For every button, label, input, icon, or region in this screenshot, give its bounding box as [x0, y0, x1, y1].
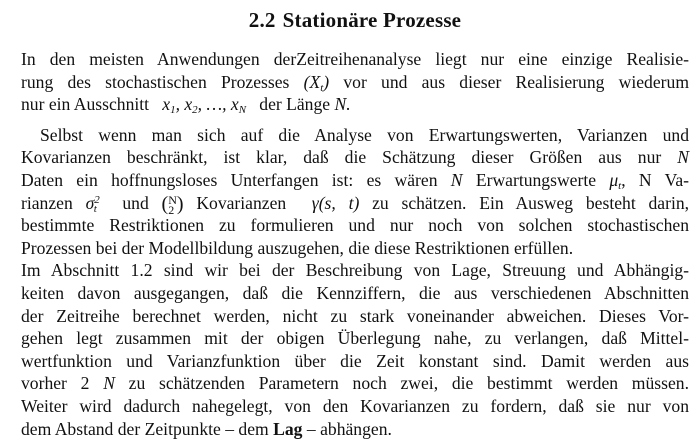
- page: [21, 8, 689, 440]
- text-line: [21, 93, 689, 116]
- text-fragment: der Länge: [259, 94, 330, 114]
- text-line: dem Abstand der Zeitpunkte – dem Lag – abhängen.: [21, 418, 689, 440]
- text-line: der Zeitreihe berechnet werden, nicht zu stark voneinander abweichen. Dieses Vor-: [21, 305, 689, 328]
- text-line: rianzen $\sigma^2_t$ und (N 2 ) Kovarianzen γ(s, t) zu schätzen. Ein Ausweg besteht darin,: [21, 192, 689, 215]
- paragraph-1: [21, 48, 689, 116]
- text-fragment: In den meisten Anwendungen derZeitreihenanalyse liegt nur eine einzige Realisie-: [21, 49, 689, 69]
- text-line: keiten davon ausgegangen, daß die Kennziffern, die aus verschiedenen Abschnitten: [21, 282, 689, 305]
- text-line: [21, 48, 689, 71]
- text-fragment: nur ein Ausschnitt: [21, 94, 149, 114]
- math-sigma: $\sigma^2_t$: [86, 193, 97, 213]
- math-gamma: γ(s, t): [312, 193, 360, 213]
- math-binomial: (N 2 ): [162, 193, 184, 213]
- paragraph-2: [21, 124, 689, 260]
- text-line: wertfunktion und Varianzfunktion über die Zeit konstant sind. Damit werden aus: [21, 350, 689, 373]
- text-line: Im Abschnitt 1.2 sind wir bei der Beschreibung von Lage, Streuung und Abhängig-: [21, 259, 689, 282]
- math-n: N.: [335, 94, 351, 114]
- text-line: Daten ein hoffnungsloses Unterfangen ist: es wären N Erwartungswerte $\mu_t$, N Va-: [21, 169, 689, 192]
- math-process: $(X_t)$: [304, 72, 330, 92]
- section-heading: [21, 8, 689, 32]
- paragraph-3: [21, 259, 689, 440]
- text-line: gehen legt zusammen mit der obigen Überlegung nahe, zu verlangen, daß Mittel-: [21, 327, 689, 350]
- text-line: Prozessen bei der Modellbildung auszugehen, die diese Restriktionen erfüllen.: [21, 237, 689, 260]
- section-number: 2.2: [249, 8, 276, 32]
- text-fragment: rung des stochastischen Prozesses: [21, 72, 289, 92]
- math-mu: $\mu_t$: [609, 170, 621, 190]
- term-lag: Lag: [273, 419, 302, 439]
- text-line: Selbst wenn man sich auf die Analyse von Erwartungswerten, Varianzen und: [21, 124, 689, 147]
- text-line: vorher 2 N zu schätzenden Parametern noch zwei, die bestimmt werden müssen.: [21, 372, 689, 395]
- text-line: Weiter wird dadurch nahegelegt, von den Kovarianzen zu fordern, daß sie nur von: [21, 395, 689, 418]
- text-fragment: vor und aus dieser Realisierung wiederum: [343, 72, 689, 92]
- section-title: Stationäre Prozesse: [283, 8, 462, 32]
- text-line: bestimmte Restriktionen zu formulieren und nur noch von solchen stochastischen: [21, 214, 689, 237]
- text-line: [21, 71, 689, 94]
- math-sample: $x_1$, $x_2$, …, $x_N$: [162, 94, 246, 114]
- text-line: Kovarianzen beschränkt, ist klar, daß die Schätzung dieser Größen aus nur N: [21, 146, 689, 169]
